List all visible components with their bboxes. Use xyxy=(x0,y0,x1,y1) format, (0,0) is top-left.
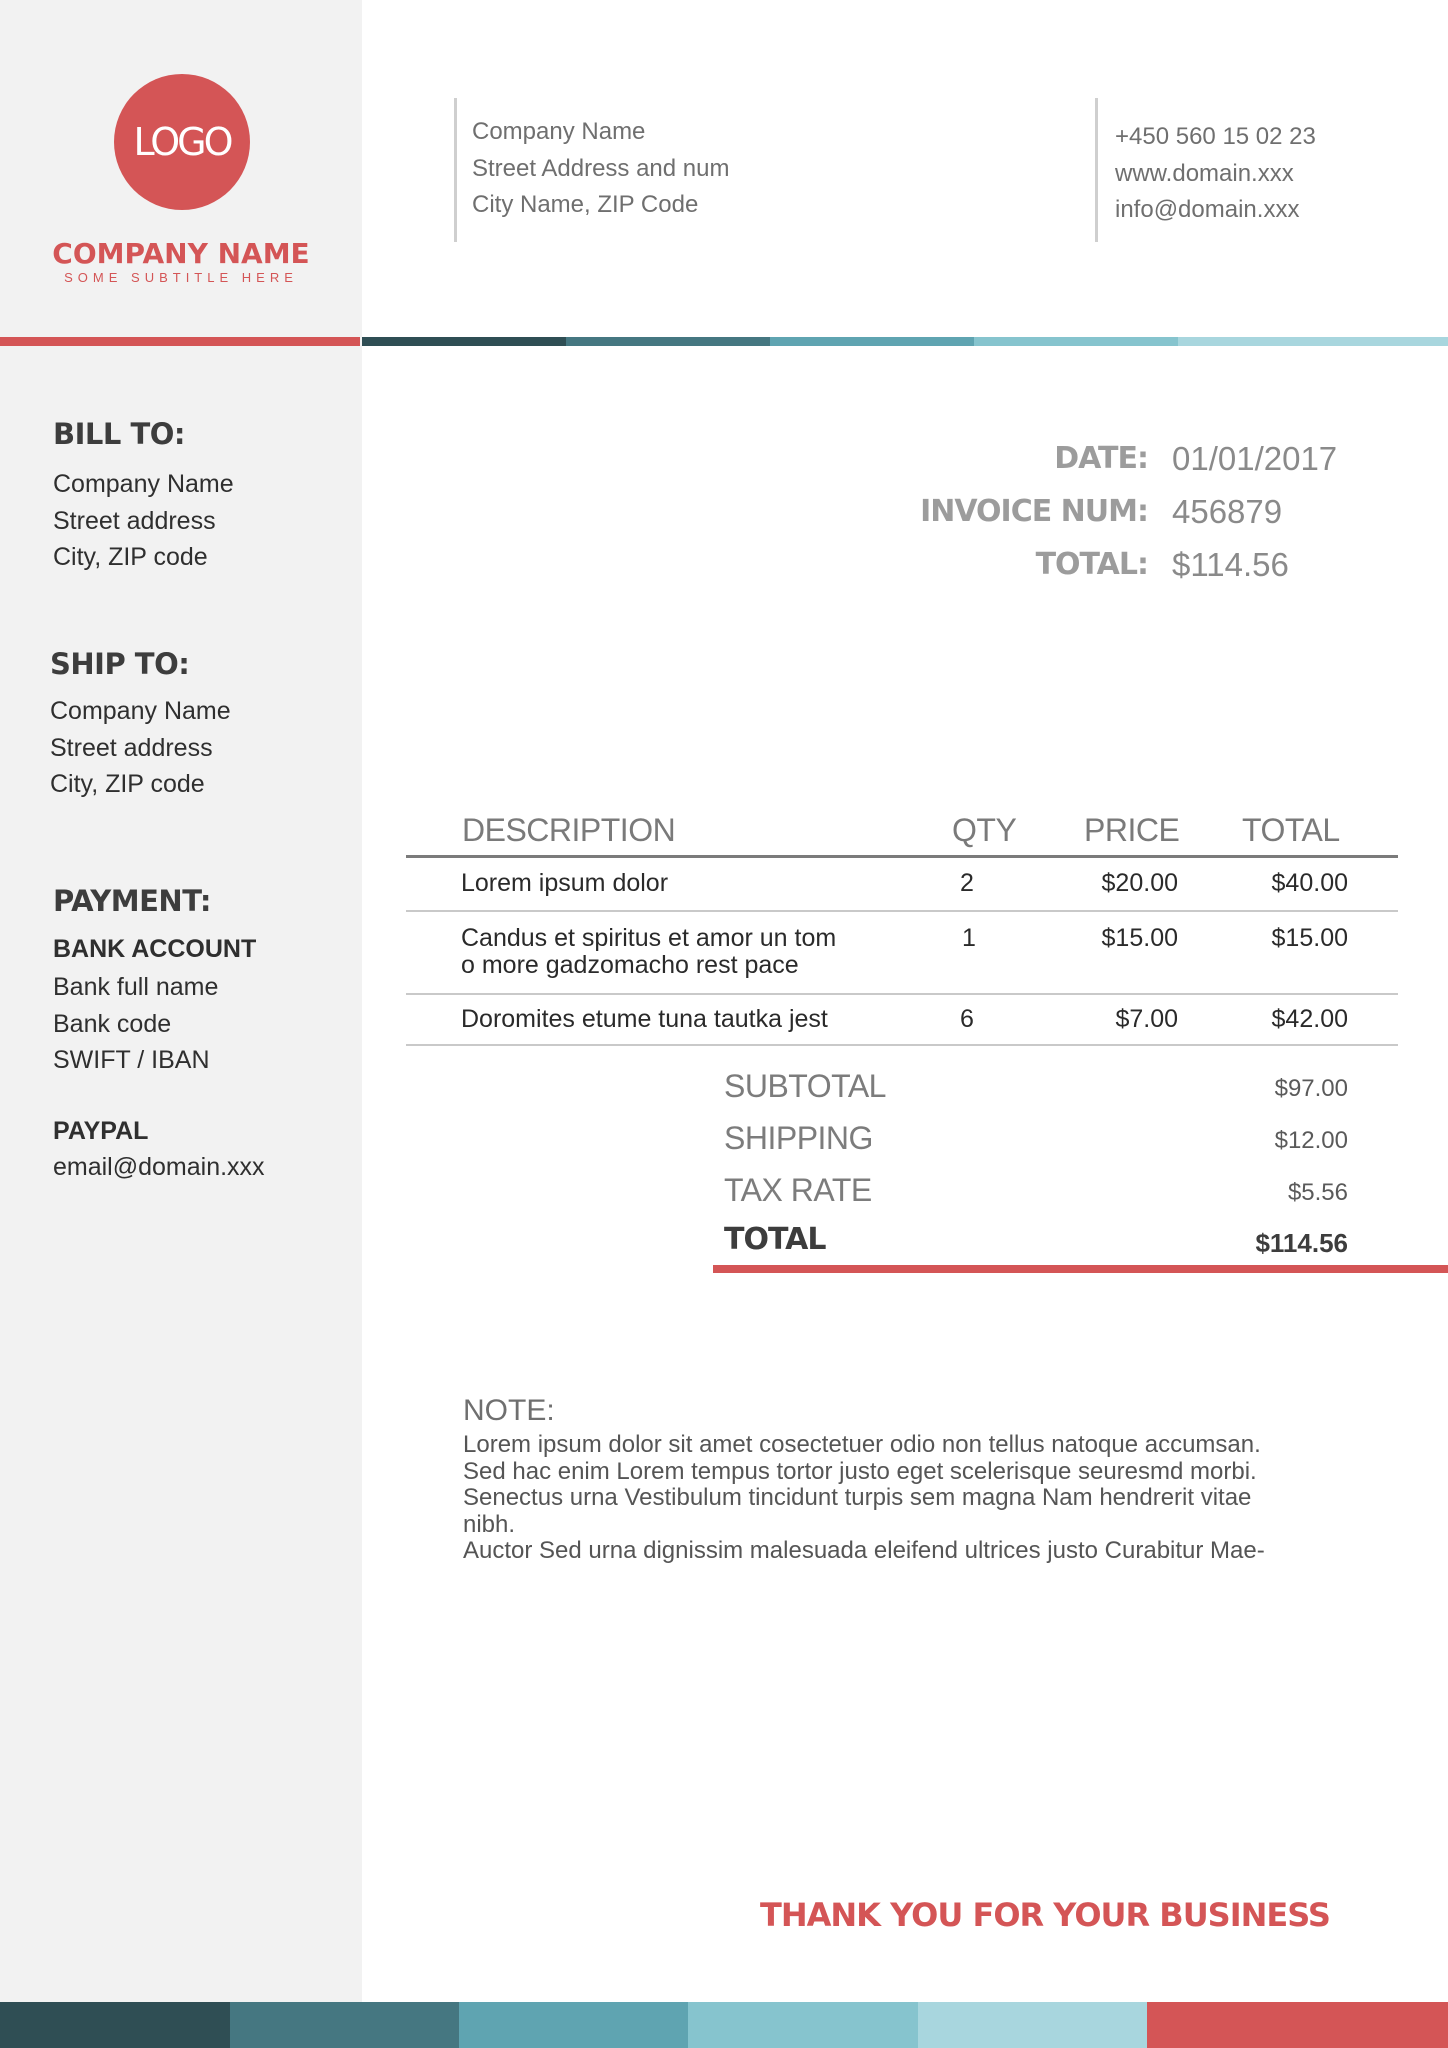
top-accent-bar-2 xyxy=(566,337,770,346)
top-accent-bar-3 xyxy=(770,337,974,346)
date-label: DATE: xyxy=(1054,441,1148,476)
sender-contact xyxy=(1115,119,1316,229)
top-accent-bar-4 xyxy=(974,337,1178,346)
contact-email: info@domain.xxx xyxy=(1115,196,1300,223)
bill-to-city: City, ZIP code xyxy=(53,543,208,571)
sender-company: Company Name xyxy=(472,118,646,145)
grand-total-underline xyxy=(713,1265,1448,1273)
payment-title: PAYMENT: xyxy=(53,884,211,918)
row-price: $7.00 xyxy=(1115,1005,1178,1033)
note-line: nibh. xyxy=(463,1510,516,1538)
bottom-accent-bar-1 xyxy=(0,2002,230,2048)
contact-phone: +450 560 15 02 23 xyxy=(1115,123,1316,150)
row-description: Lorem ipsum dolor xyxy=(461,869,669,897)
ship-to-street: Street address xyxy=(50,733,213,762)
bank-code: Bank code xyxy=(53,1009,172,1038)
invoice-number-label: INVOICE NUM: xyxy=(920,494,1148,529)
header-divider-left xyxy=(454,98,457,242)
date-value: 01/01/2017 xyxy=(1172,440,1338,477)
bill-to-title: BILL TO: xyxy=(53,417,185,451)
row-description: Doromites etume tuna tautka jest xyxy=(461,1005,828,1033)
invoice-number-value: 456879 xyxy=(1172,493,1283,530)
row-description xyxy=(461,925,836,979)
ship-to-address xyxy=(50,693,231,803)
paypal-email-value: email@domain.xxx xyxy=(53,1153,265,1181)
bank-details xyxy=(53,969,218,1079)
header-divider-right xyxy=(1095,98,1098,242)
subtotal-value: $97.00 xyxy=(1274,1075,1348,1102)
sender-city: City Name, ZIP Code xyxy=(472,191,699,218)
table-header-rule xyxy=(406,855,1398,858)
sender-address xyxy=(472,114,729,224)
shipping-label: SHIPPING xyxy=(724,1120,873,1156)
ship-to-company: Company Name xyxy=(50,697,231,725)
tax-rate-label: TAX RATE xyxy=(724,1172,872,1208)
row-total: $15.00 xyxy=(1271,924,1348,952)
tax-rate-value: $5.56 xyxy=(1287,1179,1348,1206)
logo-badge: LOGO xyxy=(114,74,250,210)
subtotal-label: SUBTOTAL xyxy=(724,1068,886,1104)
row-price: $15.00 xyxy=(1101,924,1178,952)
bill-to-company: Company Name xyxy=(53,470,234,498)
row-divider xyxy=(406,910,1398,912)
row-price: $20.00 xyxy=(1101,869,1178,897)
col-header-price: PRICE xyxy=(1084,812,1180,848)
ship-to-city: City, ZIP code xyxy=(50,770,205,798)
bill-to-street: Street address xyxy=(53,506,216,535)
invoice-total-label: TOTAL: xyxy=(1035,547,1148,582)
row-divider xyxy=(406,993,1398,995)
ship-to-title: SHIP TO: xyxy=(50,647,190,681)
bottom-accent-bar-5 xyxy=(918,2002,1147,2048)
col-header-qty: QTY xyxy=(952,812,1017,848)
bottom-accent-bar-2 xyxy=(230,2002,459,2048)
contact-website: www.domain.xxx xyxy=(1115,159,1294,187)
row-qty: 1 xyxy=(962,924,976,952)
row-description-line: o more gadzomacho rest pace xyxy=(461,951,799,979)
top-accent-bar-5 xyxy=(1178,337,1448,346)
note-label: NOTE: xyxy=(463,1394,555,1427)
table-bottom-rule xyxy=(406,1044,1398,1046)
top-accent-bar-red xyxy=(0,337,360,346)
bill-to-address xyxy=(53,466,234,576)
company-subtitle: SOME SUBTITLE HERE xyxy=(64,270,298,285)
bank-account-title: BANK ACCOUNT xyxy=(53,935,257,963)
row-qty: 6 xyxy=(960,1005,974,1033)
bottom-accent-bar-3 xyxy=(459,2002,688,2048)
bottom-accent-bar-red xyxy=(1147,2002,1448,2048)
paypal-title: PAYPAL xyxy=(53,1117,149,1145)
note-text xyxy=(463,1432,1368,1565)
row-total: $42.00 xyxy=(1271,1005,1348,1033)
row-description-line: Candus et spiritus et amor un tom xyxy=(461,924,837,952)
thank-you-message: THANK YOU FOR YOUR BUSINESS xyxy=(760,1896,1330,1934)
grand-total-label: TOTAL xyxy=(724,1222,826,1257)
shipping-value: $12.00 xyxy=(1274,1127,1348,1154)
grand-total-value: $114.56 xyxy=(1255,1228,1348,1258)
invoice-total-value: $114.56 xyxy=(1172,546,1289,583)
top-accent-bar-1 xyxy=(362,337,566,346)
note-line: Sed hac enim Lorem tempus tortor justo eget scelerisque seuresmd morbi. xyxy=(463,1457,1257,1485)
sender-street: Street Address and num xyxy=(472,154,730,182)
row-total: $40.00 xyxy=(1271,869,1348,897)
bank-full-name: Bank full name xyxy=(53,973,219,1001)
note-line: Auctor Sed urna dignissim malesuada eleifend ultrices justo Curabitur Mae- xyxy=(463,1537,1265,1564)
note-line: Senectus urna Vestibulum tincidunt turpis sem magna Nam hendrerit vitae xyxy=(463,1484,1252,1511)
bank-swift-iban: SWIFT / IBAN xyxy=(53,1046,210,1074)
bottom-accent-bar-4 xyxy=(688,2002,918,2048)
col-header-total: TOTAL xyxy=(1242,812,1340,848)
paypal-email xyxy=(53,1149,265,1186)
row-qty: 2 xyxy=(960,869,974,897)
col-header-description: DESCRIPTION xyxy=(462,812,676,848)
note-line: Lorem ipsum dolor sit amet cosectetuer odio non tellus natoque accumsan. xyxy=(463,1431,1261,1458)
company-name-title: COMPANY NAME xyxy=(52,237,310,270)
